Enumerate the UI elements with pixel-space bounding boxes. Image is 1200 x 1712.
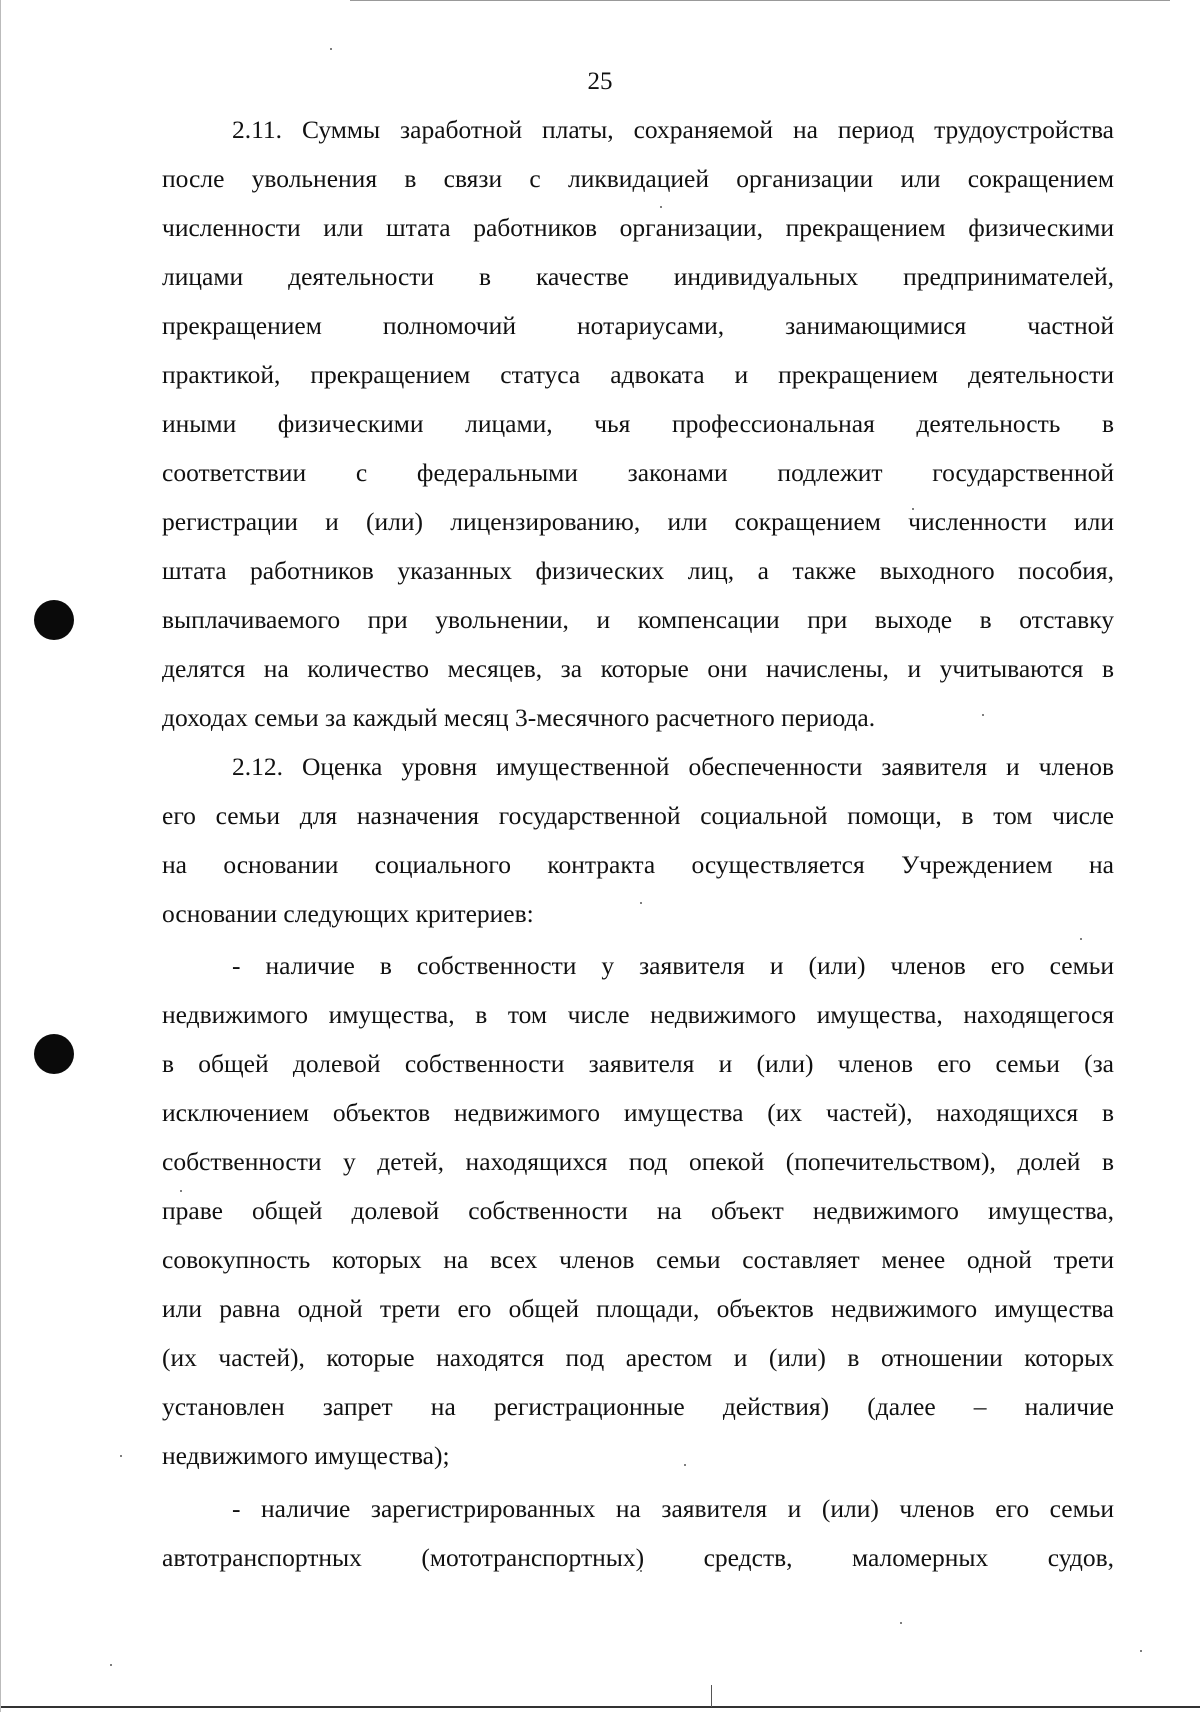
text-line: - наличие зарегистрированных на заявителя и (или) членов его семьи	[232, 1494, 1114, 1523]
text-line: доходах семьи за каждый месяц 3-месячного расчетного периода.	[162, 703, 876, 732]
text-line: после увольнения в связи с ликвидацией организации или сокращением	[162, 164, 1114, 193]
text-line: иными физическими лицами, чья профессиональная деятельность в	[162, 409, 1114, 438]
text-line: выплачиваемого при увольнении, и компенсации при выходе в отставку	[162, 605, 1114, 634]
text-line: лицами деятельности в качестве индивидуальных предпринимателей,	[162, 262, 1114, 291]
text-line: установлен запрет на регистрационные действия) (далее – наличие	[162, 1392, 1114, 1421]
text-line: его семьи для назначения государственной социальной помощи, в том числе	[162, 801, 1114, 830]
text-line: (их частей), которые находятся под арестом и (или) в отношении которых	[162, 1343, 1114, 1372]
text-line: 2.12. Оценка уровня имущественной обеспеченности заявителя и членов	[232, 752, 1114, 781]
text-line: собственности у детей, находящихся под опекой (попечительством), долей в	[162, 1147, 1114, 1176]
scan-speck	[120, 1455, 122, 1457]
text-line: 2.11. Суммы заработной платы, сохраняемой на период трудоустройства	[232, 115, 1114, 144]
scan-fold-mark	[711, 1685, 712, 1707]
text-line: недвижимого имущества, в том числе недвижимого имущества, находящегося	[162, 1000, 1114, 1029]
punch-hole-bottom	[34, 1034, 74, 1074]
text-line: или равна одной трети его общей площади, объектов недвижимого имущества	[162, 1294, 1114, 1323]
text-line: численности или штата работников организации, прекращением физическими	[162, 213, 1114, 242]
scan-speck	[660, 206, 662, 208]
scan-speck	[110, 1664, 112, 1666]
text-line: регистрации и (или) лицензированию, или сокращением численности или	[162, 507, 1114, 536]
page-number: 25	[587, 68, 613, 95]
scan-left-edge	[0, 0, 1, 1712]
scan-bottom-edge	[0, 1706, 1200, 1708]
text-line: делятся на количество месяцев, за которые они начислены, и учитываются в	[162, 654, 1114, 683]
text-line: автотранспортных (мототранспортных) средств, маломерных судов,	[162, 1543, 1114, 1572]
text-line: основании следующих критериев:	[162, 899, 534, 928]
scan-speck	[330, 48, 332, 50]
scan-top-edge	[350, 0, 1170, 1]
text-line: совокупность которых на всех членов семьи составляет менее одной трети	[162, 1245, 1114, 1274]
text-line: недвижимого имущества);	[162, 1441, 450, 1470]
scan-speck	[900, 1622, 902, 1624]
scan-speck	[1140, 1650, 1142, 1652]
text-line: практикой, прекращением статуса адвоката и прекращением деятельности	[162, 360, 1114, 389]
punch-hole-top	[34, 600, 74, 640]
text-line: штата работников указанных физических лиц, а также выходного пособия,	[162, 556, 1114, 585]
text-line: соответствии с федеральными законами подлежит государственной	[162, 458, 1114, 487]
scan-speck	[180, 1190, 182, 1192]
text-line: праве общей долевой собственности на объект недвижимого имущества,	[162, 1196, 1114, 1225]
text-line: на основании социального контракта осуществляется Учреждением на	[162, 850, 1114, 879]
scan-speck	[1080, 938, 1082, 940]
text-line: прекращением полномочий нотариусами, занимающимися частной	[162, 311, 1114, 340]
text-line: - наличие в собственности у заявителя и (или) членов его семьи	[232, 951, 1114, 980]
text-line: в общей долевой собственности заявителя и (или) членов его семьи (за	[162, 1049, 1114, 1078]
text-line: исключением объектов недвижимого имущества (их частей), находящихся в	[162, 1098, 1114, 1127]
